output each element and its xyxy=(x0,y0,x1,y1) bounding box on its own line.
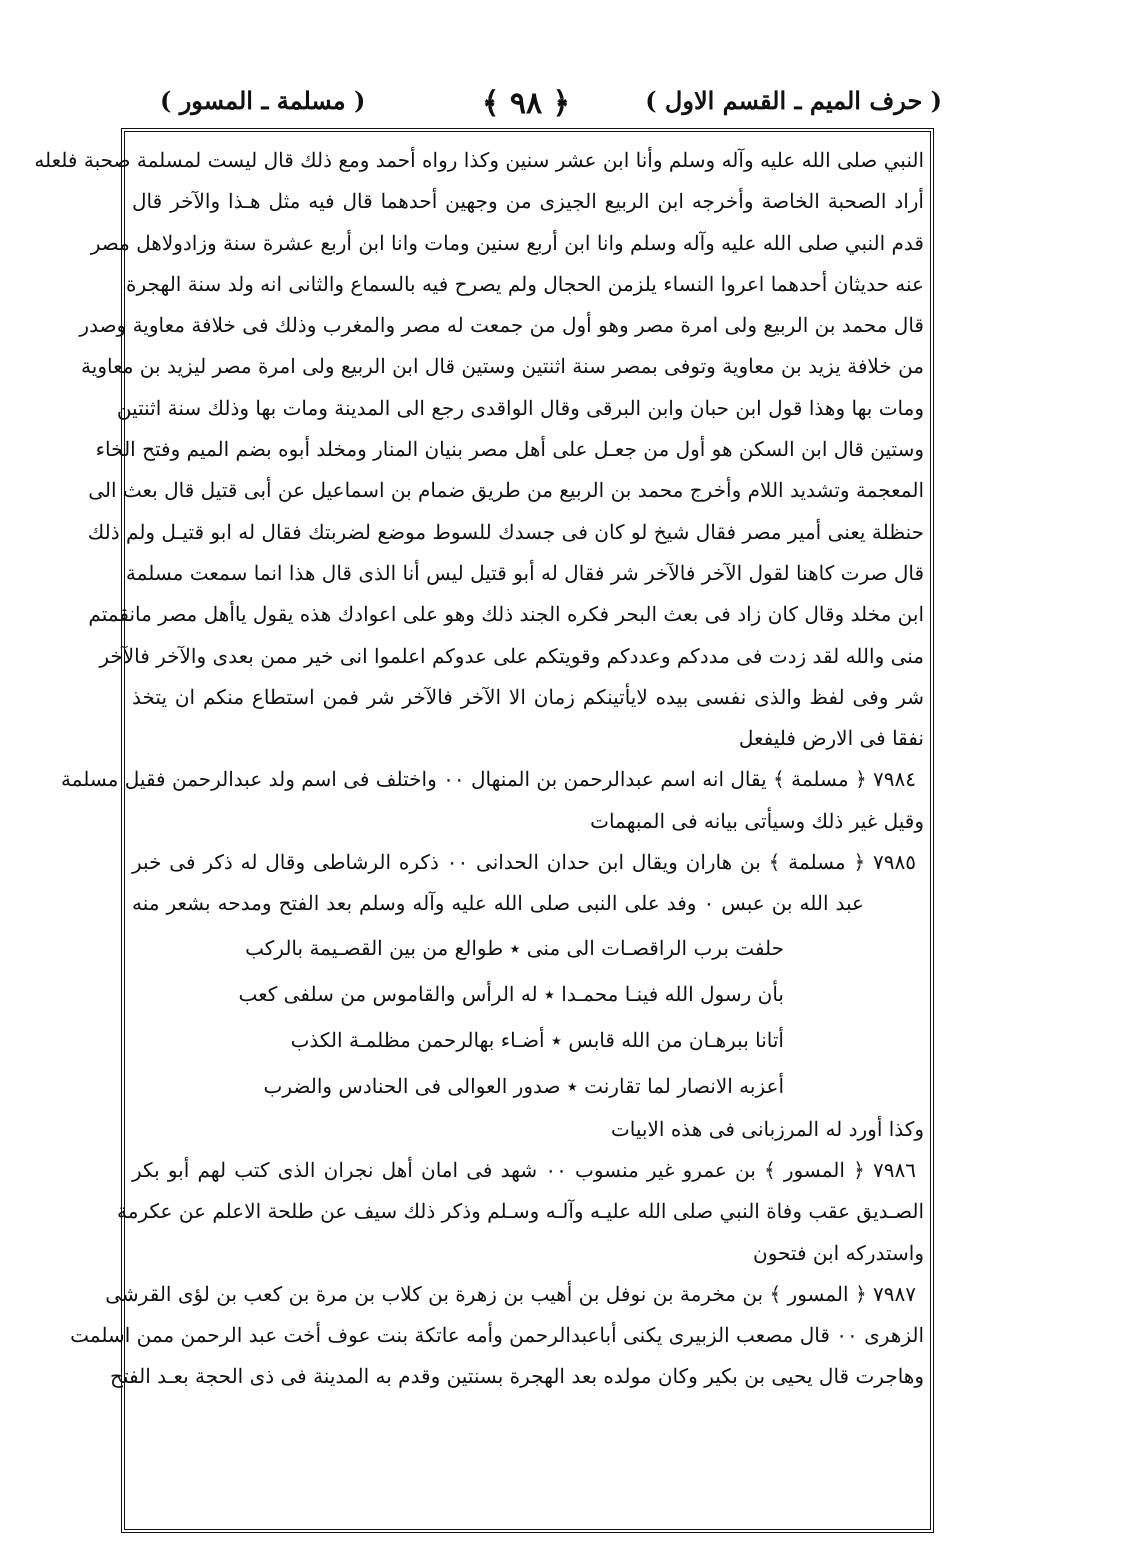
text-line: وهاجرت قال يحيى بن بكير وكان مولده بعد الهجرة بسنتين وقدم به المدينة فى ذى الحجة بعـد الفتح xyxy=(110,1364,924,1389)
poem-verse: أعزبه الانصار لما تقارنت ٭ صدور العوالى فى الحنادس والضرب xyxy=(263,1073,784,1098)
text-line: أراد الصحبة الخاصة وأخرجه ابن الربيع الجيزى من وجهين أحدهما قال فيه مثل هـذا والآخر قال xyxy=(132,189,924,214)
text-line: حنظلة يعنى أمير مصر فقال شيخ لو كان فى جسدك للسوط موضع لضربتك فقال له ابو قتيـل ولم ذلك xyxy=(87,519,924,544)
text-line: قال صرت كاهنا لقول الآخر فالآخر شر فقال له أبو قتيل ليس أنا الذى قال هذا انما سمعت مسلمة xyxy=(125,560,924,585)
text-line: ابن مخلد وقال كان زاد فى بعث البحر فكره الجند ذلك وهو على اعوادك هذه يقول ياأهل مصر مانقمتم xyxy=(88,602,924,627)
text-line: عبد الله بن عبس ٠ وفد على النبى صلى الله عليه وآله وسلم بعد الفتح ومدحه بشعر منه xyxy=(132,891,864,916)
entry-7987: ٧٩٨٧ ﴿ المسور ﴾ بن مخرمة بن نوفل بن أهيب بن زهرة بن كلاب بن مرة بن كعب بن لؤى القرشى xyxy=(105,1281,916,1306)
text-line: قدم النبي صلى الله عليه وآله وسلم وانا ابن أربع سنين ومات وانا ابن أربع عشرة سنة وزادولاهل مصر xyxy=(90,230,924,255)
entry-7986: ٧٩٨٦ ﴿ المسور ﴾ بن عمرو غير منسوب ٠٠ شهد فى امان أهل نجران الذى كتب لهم أبو بكر xyxy=(132,1157,916,1182)
text-line: قال محمد بن الربيع ولى امرة مصر وهو أول من جمعت له مصر والمغرب وذلك فى خلافة معاوية وصدر xyxy=(79,313,924,338)
text-line: الصـديق عقب وفاة النبي صلى الله عليـه وآلـه وسـلم وذكر ذلك سيف عن طلحة الاعلم عن عكرمة xyxy=(117,1199,924,1224)
header-entry-range: ( مسلمة ـ المسور ) xyxy=(160,86,366,115)
text-line: نفقا فى الارض فليفعل xyxy=(738,726,924,751)
poem-verse: بأن رسول الله فينـا محمـدا ٭ له الرأس والقاموس من سلفى كعب xyxy=(238,981,784,1006)
text-line: وقيل غير ذلك وسيأتى بيانه فى المبهمات xyxy=(590,808,924,833)
text-line: واستدركه ابن فتحون xyxy=(753,1240,924,1265)
text-line: من خلافة يزيد بن معاوية وتوفى بمصر سنة اثنتين وستين قال ابن الربيع ولى امرة مصر ليزيد بن معاوية xyxy=(81,354,924,379)
entry-7984: ٧٩٨٤ ﴿ مسلمة ﴾ يقال انه اسم عبدالرحمن بن المنهال ٠٠ واختلف فى اسم ولد عبدالرحمن فقيل مسلمة xyxy=(60,767,916,792)
text-line: وكذا أورد له المرزبانى فى هذه الابيات xyxy=(610,1116,924,1141)
text-line: منى والله لقد زدت فى مددكم وعددكم وقويتكم على عدوكم اعلموا انى خير ممن بعدى والآخر فالآخر xyxy=(99,643,924,668)
entry-7985: ٧٩٨٥ ﴿ مسلمة ﴾ بن هاران ويقال ابن حدان الحدانى ٠٠ ذكره الرشاطى وقال له ذكر فى خبر xyxy=(132,850,917,875)
poem-verse: حلفت برب الراقصـات الى منى ٭ طوالع من بين القصـيمة بالركب xyxy=(245,935,784,960)
page-number: ﴿ ٩٨ ﴾ xyxy=(481,86,571,121)
text-line: ومات بها وهذا قول ابن حبان وابن البرقى وقال الواقدى رجع الى المدينة ومات بها وذلك سنة اثنتين xyxy=(116,395,924,420)
text-line: الزهرى ٠٠ قال مصعب الزبيرى يكنى أباعبدالرحمن وأمه عاتكة بنت عوف أخت عبد الرحمن ممن اسلمت xyxy=(70,1323,924,1348)
poem-verse: أتانا ببرهـان من الله قابس ٭ أضـاء بهالرحمن مظلمـة الكذب xyxy=(290,1027,784,1052)
text-line: شر وفى لفظ والذى نفسى بيده لايأتينكم زمان الا الآخر فالآخر شر فمن استطاع منكم ان يتخذ xyxy=(132,684,924,709)
page-body xyxy=(34,140,924,1525)
text-line: النبي صلى الله عليه وآله وسلم وأنا ابن عشر سنين وكذا رواه أحمد ومع ذلك قال ليست لمسلمة صحبة فلعله xyxy=(34,148,924,172)
text-line: عنه حديثان أحدهما اعروا النساء يلزمن الحجال ولم يصرح فيه بالسماع والثانى انه ولد سنة الهجرة xyxy=(126,271,924,296)
text-line: المعجمة وتشديد اللام وأخرج محمد بن الربيع من طريق ضمام بن اسماعيل عن أبى قتيل قال بعث الى xyxy=(88,478,924,503)
header-section-title: ( حرف الميم ـ القسم الاول ) xyxy=(645,86,942,115)
page-header xyxy=(110,86,942,128)
text-line: وستين قال ابن السكن هو أول من جعـل على أهل مصر بنيان المنار ومخلد أبوه بضم الميم وفتح الخاء xyxy=(95,437,924,462)
